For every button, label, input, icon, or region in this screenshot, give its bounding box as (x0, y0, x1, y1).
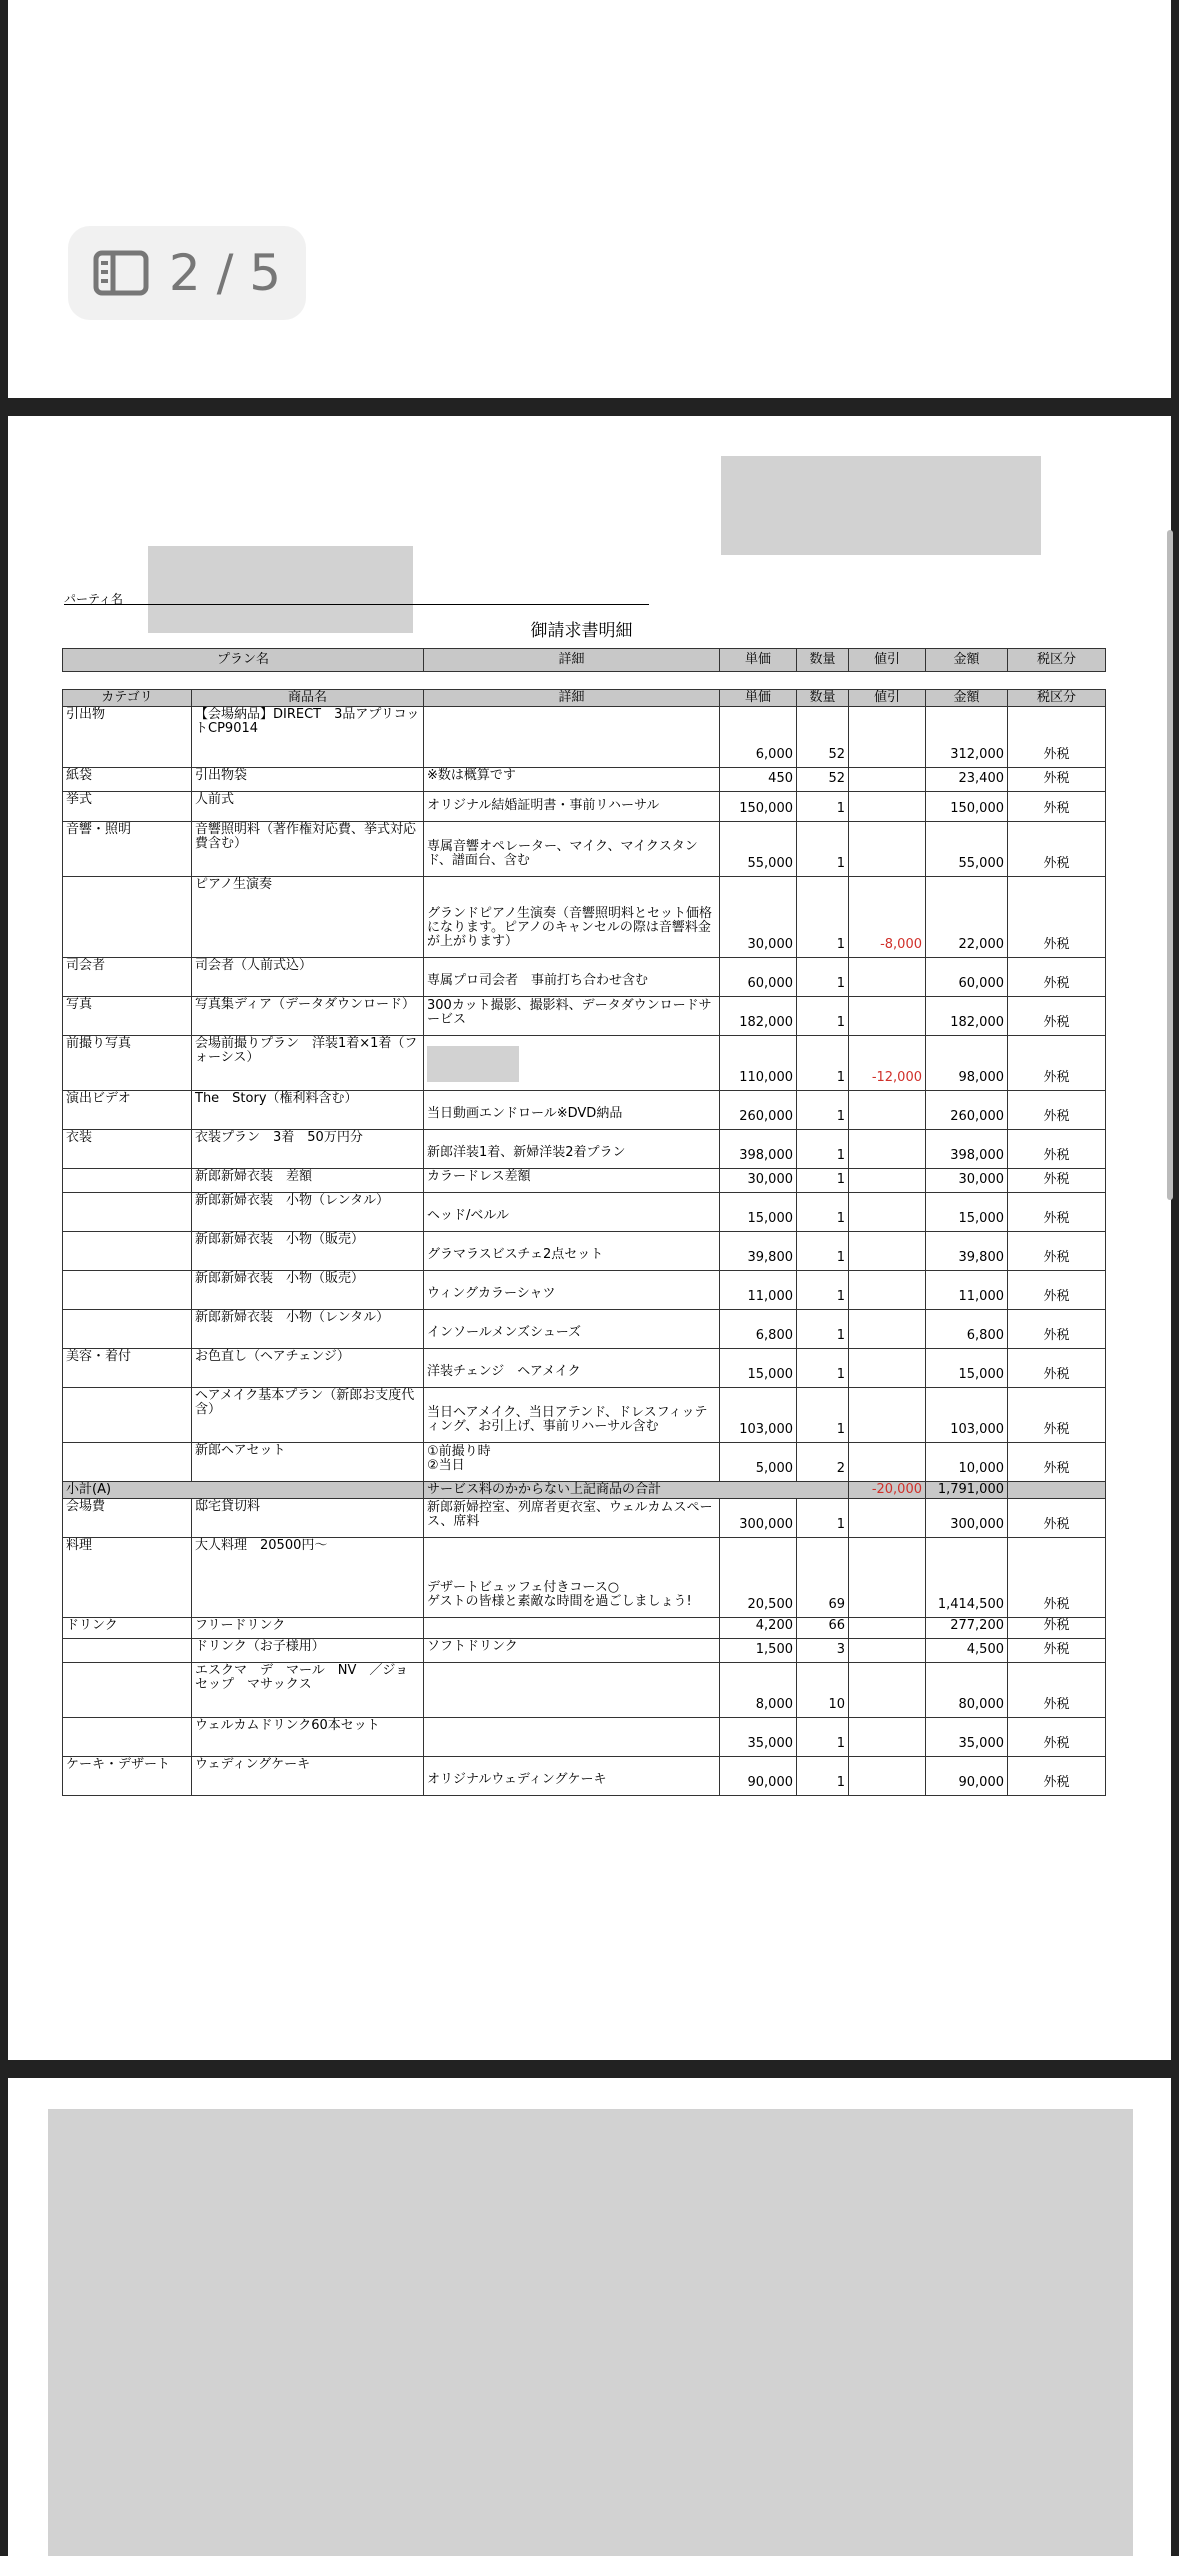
unit-price-cell: 15,000 (720, 1349, 797, 1388)
unit-price-cell: 30,000 (720, 877, 797, 958)
category-cell (63, 1443, 192, 1482)
redacted-page-content (48, 2109, 1133, 2556)
amount-cell: 15,000 (926, 1193, 1008, 1232)
unit-price-cell: 30,000 (720, 1169, 797, 1193)
discount-cell (849, 1232, 926, 1271)
table-row (63, 1169, 1106, 1193)
category-cell (63, 1169, 192, 1193)
quantity-cell: 1 (797, 1193, 849, 1232)
table-row (63, 1193, 1106, 1232)
discount-cell (849, 1718, 926, 1757)
tax-type-cell: 外税 (1008, 1538, 1106, 1618)
table-row (63, 1718, 1106, 1757)
quantity-cell: 1 (797, 997, 849, 1036)
table-row (63, 1663, 1106, 1718)
tax-type-cell: 外税 (1008, 877, 1106, 958)
unit-price-cell: 150,000 (720, 792, 797, 822)
tax-type-cell: 外税 (1008, 1499, 1106, 1538)
amount-cell: 90,000 (926, 1757, 1008, 1796)
amount-cell: 15,000 (926, 1349, 1008, 1388)
item-name-cell: ドリンク（お子様用） (192, 1639, 424, 1663)
amount-cell: 39,800 (926, 1232, 1008, 1271)
column-header-6: 金額 (926, 690, 1008, 707)
quantity-cell: 1 (797, 1091, 849, 1130)
scrollbar[interactable] (1167, 530, 1173, 1200)
table-row (63, 822, 1106, 877)
quantity-cell: 1 (797, 1718, 849, 1757)
item-name-cell: 新郎ヘアセット (192, 1443, 424, 1482)
discount-cell (849, 1169, 926, 1193)
unit-price-cell: 300,000 (720, 1499, 797, 1538)
unit-price-cell: 90,000 (720, 1757, 797, 1796)
category-cell: 前撮り写真 (63, 1036, 192, 1091)
category-cell: 司会者 (63, 958, 192, 997)
column-header-1: 商品名 (192, 690, 424, 707)
quantity-cell: 3 (797, 1639, 849, 1663)
quantity-cell: 1 (797, 822, 849, 877)
category-cell: 引出物 (63, 707, 192, 768)
discount-cell (849, 1538, 926, 1618)
quantity-cell: 1 (797, 1388, 849, 1443)
amount-cell: 398,000 (926, 1130, 1008, 1169)
tax-type-cell: 外税 (1008, 1718, 1106, 1757)
plan-header-table (62, 648, 1106, 672)
item-name-cell: 大人料理 20500円～ (192, 1538, 424, 1618)
discount-cell (849, 1091, 926, 1130)
unit-price-cell: 60,000 (720, 958, 797, 997)
discount-cell (849, 1193, 926, 1232)
detail-cell: 当日ヘアメイク、当日アテンド、ドレスフィッティング、お引上げ、事前リハーサル含む (424, 1388, 720, 1443)
unit-price-cell: 35,000 (720, 1718, 797, 1757)
table-row (63, 1538, 1106, 1618)
item-name-cell: エスクマ デ マール NV ／ジョセップ マサックス (192, 1663, 424, 1718)
quantity-cell: 1 (797, 877, 849, 958)
detail-cell: インソールメンズシューズ (424, 1310, 720, 1349)
unit-price-cell: 4,200 (720, 1618, 797, 1639)
unit-price-cell: 6,800 (720, 1310, 797, 1349)
column-header-5: 値引 (849, 690, 926, 707)
item-name-cell: お色直し（ヘアチェンジ） (192, 1349, 424, 1388)
item-name-cell: 新郎新婦衣装 小物（販売） (192, 1232, 424, 1271)
detail-cell: ヘッド/ベルル (424, 1193, 720, 1232)
detail-cell: ※数は概算です (424, 768, 720, 792)
item-name-cell: 新郎新婦衣装 小物（販売） (192, 1271, 424, 1310)
unit-price-cell: 260,000 (720, 1091, 797, 1130)
item-name-cell: 新郎新婦衣装 小物（レンタル） (192, 1193, 424, 1232)
amount-cell: 23,400 (926, 768, 1008, 792)
amount-cell: 6,800 (926, 1310, 1008, 1349)
quantity-cell: 69 (797, 1538, 849, 1618)
quantity-cell: 52 (797, 768, 849, 792)
amount-cell: 150,000 (926, 792, 1008, 822)
table-row (63, 1091, 1106, 1130)
tax-type-cell: 外税 (1008, 1232, 1106, 1271)
quantity-cell: 10 (797, 1663, 849, 1718)
column-header-2: 詳細 (424, 690, 720, 707)
amount-cell: 80,000 (926, 1663, 1008, 1718)
table-row (63, 1757, 1106, 1796)
tax-type-cell: 外税 (1008, 1193, 1106, 1232)
detail-cell: グラマラスビスチェ2点セット (424, 1232, 720, 1271)
category-cell (63, 877, 192, 958)
detail-cell: オリジナルウェディングケーキ (424, 1757, 720, 1796)
item-name-cell: 司会者（人前式込） (192, 958, 424, 997)
amount-cell: 35,000 (926, 1718, 1008, 1757)
unit-price-cell: 11,000 (720, 1271, 797, 1310)
item-name-cell: 新郎新婦衣装 小物（レンタル） (192, 1310, 424, 1349)
tax-type-cell: 外税 (1008, 1639, 1106, 1663)
detail-cell (424, 1718, 720, 1757)
table-row (63, 768, 1106, 792)
tax-type-cell: 外税 (1008, 1618, 1106, 1639)
tax-type-cell: 外税 (1008, 1130, 1106, 1169)
amount-cell: 1,414,500 (926, 1538, 1008, 1618)
amount-cell: 103,000 (926, 1388, 1008, 1443)
category-cell (63, 1718, 192, 1757)
unit-price-cell: 15,000 (720, 1193, 797, 1232)
table-row (63, 1271, 1106, 1310)
quantity-cell: 1 (797, 1349, 849, 1388)
discount-cell (849, 958, 926, 997)
tax-type-cell: 外税 (1008, 792, 1106, 822)
header-col-3: 数量 (797, 649, 849, 672)
item-name-cell: 音響照明料（著作権対応費、挙式対応費含む） (192, 822, 424, 877)
item-name-cell: 人前式 (192, 792, 424, 822)
item-name-cell: ウェディングケーキ (192, 1757, 424, 1796)
subtotal-discount: -20,000 (849, 1482, 926, 1499)
header-col-2: 単価 (720, 649, 797, 672)
discount-cell (849, 1349, 926, 1388)
header-col-1: 詳細 (424, 649, 720, 672)
category-cell (63, 1639, 192, 1663)
table-row (63, 792, 1106, 822)
unit-price-cell: 182,000 (720, 997, 797, 1036)
table-row (63, 1349, 1106, 1388)
quantity-cell: 1 (797, 1310, 849, 1349)
amount-cell: 60,000 (926, 958, 1008, 997)
table-row (63, 1232, 1106, 1271)
item-name-cell: ヘアメイク基本プラン（新郎お支度代含） (192, 1388, 424, 1443)
amount-cell: 10,000 (926, 1443, 1008, 1482)
category-cell (63, 1193, 192, 1232)
tax-type-cell: 外税 (1008, 997, 1106, 1036)
discount-cell (849, 768, 926, 792)
category-cell (63, 1271, 192, 1310)
page-counter-text: 2 / 5 (168, 244, 282, 302)
discount-cell (849, 822, 926, 877)
document-title: 御請求書明細 (530, 621, 633, 641)
tax-type-cell: 外税 (1008, 1443, 1106, 1482)
table-row (63, 1388, 1106, 1443)
unit-price-cell: 55,000 (720, 822, 797, 877)
quantity-cell: 1 (797, 1232, 849, 1271)
detail-cell (424, 1618, 720, 1639)
redacted-block (721, 456, 1041, 555)
amount-cell: 277,200 (926, 1618, 1008, 1639)
category-cell (63, 1388, 192, 1443)
detail-cell: カラードレス差額 (424, 1169, 720, 1193)
discount-cell (849, 1310, 926, 1349)
item-name-cell: 衣装プラン 3着 50万円分 (192, 1130, 424, 1169)
detail-cell: ソフトドリンク (424, 1639, 720, 1663)
item-name-cell: 引出物袋 (192, 768, 424, 792)
tax-type-cell: 外税 (1008, 1757, 1106, 1796)
detail-cell: グランドピアノ生演奏（音響照明料とセット価格になります。ピアノのキャンセルの際は音響料金が上がります） (424, 877, 720, 958)
subtotal-tax (1008, 1482, 1106, 1499)
category-cell: 紙袋 (63, 768, 192, 792)
category-cell (63, 1232, 192, 1271)
party-name-label: パーティ名 (64, 592, 124, 606)
document-page-3 (8, 2078, 1171, 2556)
discount-cell (849, 1271, 926, 1310)
table-row (63, 997, 1106, 1036)
tax-type-cell: 外税 (1008, 1036, 1106, 1091)
detail-cell: ウィングカラーシャツ (424, 1271, 720, 1310)
unit-price-cell: 103,000 (720, 1388, 797, 1443)
tax-type-cell: 外税 (1008, 1271, 1106, 1310)
detail-cell (424, 1663, 720, 1718)
category-cell (63, 1663, 192, 1718)
discount-cell (849, 1388, 926, 1443)
category-cell: 美容・着付 (63, 1349, 192, 1388)
table-row (63, 1130, 1106, 1169)
table-row (63, 707, 1106, 768)
subtotal-label: 小計(A) (63, 1482, 424, 1499)
discount-cell (849, 1443, 926, 1482)
category-cell: 演出ビデオ (63, 1091, 192, 1130)
table-row (63, 958, 1106, 997)
unit-price-cell: 39,800 (720, 1232, 797, 1271)
detail-cell (424, 1036, 720, 1091)
amount-cell: 312,000 (926, 707, 1008, 768)
amount-cell: 22,000 (926, 877, 1008, 958)
category-cell: 衣装 (63, 1130, 192, 1169)
unit-price-cell: 450 (720, 768, 797, 792)
discount-cell (849, 707, 926, 768)
discount-cell (849, 1130, 926, 1169)
party-name-underline (64, 604, 649, 605)
table-row (63, 877, 1106, 958)
unit-price-cell: 6,000 (720, 707, 797, 768)
redacted-detail (427, 1046, 519, 1082)
discount-cell (849, 1639, 926, 1663)
header-col-0: プラン名 (63, 649, 424, 672)
item-name-cell: 写真集ディア（データダウンロード） (192, 997, 424, 1036)
detail-cell: オリジナル結婚証明書・事前リハーサル (424, 792, 720, 822)
table-row (63, 1618, 1106, 1639)
discount-cell: -8,000 (849, 877, 926, 958)
invoice-detail-table (62, 689, 1106, 1796)
unit-price-cell: 8,000 (720, 1663, 797, 1718)
detail-cell: デザートビュッフェ付きコース○ ゲストの皆様と素敵な時間を過ごしましょう! (424, 1538, 720, 1618)
tax-type-cell: 外税 (1008, 1169, 1106, 1193)
item-name-cell: 新郎新婦衣装 差額 (192, 1169, 424, 1193)
table-row (63, 1310, 1106, 1349)
amount-cell: 300,000 (926, 1499, 1008, 1538)
category-cell: 料理 (63, 1538, 192, 1618)
detail-cell (424, 707, 720, 768)
category-cell: 会場費 (63, 1499, 192, 1538)
tax-type-cell: 外税 (1008, 1091, 1106, 1130)
category-cell: 挙式 (63, 792, 192, 822)
item-name-cell: フリードリンク (192, 1618, 424, 1639)
header-col-6: 税区分 (1008, 649, 1106, 672)
detail-cell: 専属プロ司会者 事前打ち合わせ含む (424, 958, 720, 997)
amount-cell: 182,000 (926, 997, 1008, 1036)
subtotal-row (63, 1482, 1106, 1499)
unit-price-cell: 398,000 (720, 1130, 797, 1169)
item-name-cell: ウェルカムドリンク60本セット (192, 1718, 424, 1757)
quantity-cell: 1 (797, 792, 849, 822)
quantity-cell: 66 (797, 1618, 849, 1639)
column-header-7: 税区分 (1008, 690, 1106, 707)
quantity-cell: 1 (797, 1036, 849, 1091)
header-col-4: 値引 (849, 649, 926, 672)
item-name-cell: 【会場納品】DIRECT 3品アプリコットCP9014 (192, 707, 424, 768)
column-header-4: 数量 (797, 690, 849, 707)
quantity-cell: 1 (797, 1271, 849, 1310)
category-cell: 写真 (63, 997, 192, 1036)
detail-cell: 300カット撮影、撮影料、データダウンロードサービス (424, 997, 720, 1036)
tax-type-cell: 外税 (1008, 1310, 1106, 1349)
tax-type-cell: 外税 (1008, 1663, 1106, 1718)
detail-cell: 洋装チェンジ ヘアメイク (424, 1349, 720, 1388)
document-page-1 (8, 0, 1171, 398)
category-cell: ドリンク (63, 1618, 192, 1639)
column-header-0: カテゴリ (63, 690, 192, 707)
tax-type-cell: 外税 (1008, 822, 1106, 877)
table-row (63, 1443, 1106, 1482)
column-header-3: 単価 (720, 690, 797, 707)
table-row (63, 1036, 1106, 1091)
unit-price-cell: 5,000 (720, 1443, 797, 1482)
discount-cell (849, 792, 926, 822)
discount-cell (849, 1663, 926, 1718)
tax-type-cell: 外税 (1008, 1388, 1106, 1443)
detail-cell: 当日動画エンドロール※DVD納品 (424, 1091, 720, 1130)
category-cell: 音響・照明 (63, 822, 192, 877)
amount-cell: 55,000 (926, 822, 1008, 877)
quantity-cell: 52 (797, 707, 849, 768)
quantity-cell: 1 (797, 958, 849, 997)
amount-cell: 260,000 (926, 1091, 1008, 1130)
amount-cell: 98,000 (926, 1036, 1008, 1091)
detail-cell: 新郎洋装1着、新婦洋装2着プラン (424, 1130, 720, 1169)
amount-cell: 4,500 (926, 1639, 1008, 1663)
quantity-cell: 1 (797, 1499, 849, 1538)
amount-cell: 30,000 (926, 1169, 1008, 1193)
tax-type-cell: 外税 (1008, 768, 1106, 792)
discount-cell (849, 1757, 926, 1796)
quantity-cell: 2 (797, 1443, 849, 1482)
unit-price-cell: 20,500 (720, 1538, 797, 1618)
tax-type-cell: 外税 (1008, 958, 1106, 997)
item-name-cell: The Story（権利料含む） (192, 1091, 424, 1130)
header-col-5: 金額 (926, 649, 1008, 672)
item-name-cell: ピアノ生演奏 (192, 877, 424, 958)
detail-cell: ①前撮り時 ②当日 (424, 1443, 720, 1482)
category-cell: ケーキ・デザート (63, 1757, 192, 1796)
amount-cell: 11,000 (926, 1271, 1008, 1310)
discount-cell: -12,000 (849, 1036, 926, 1091)
discount-cell (849, 997, 926, 1036)
unit-price-cell: 110,000 (720, 1036, 797, 1091)
item-name-cell: 邸宅貸切料 (192, 1499, 424, 1538)
detail-cell: 新郎新婦控室、列席者更衣室、ウェルカムスペース、席料 (424, 1499, 720, 1538)
quantity-cell: 1 (797, 1130, 849, 1169)
page-counter[interactable] (68, 226, 306, 320)
quantity-cell: 1 (797, 1757, 849, 1796)
tax-type-cell: 外税 (1008, 1349, 1106, 1388)
pages-sidebar-icon (93, 250, 149, 296)
discount-cell (849, 1618, 926, 1639)
detail-cell: 専属音響オペレーター、マイク、マイクスタンド、譜面台、含む (424, 822, 720, 877)
category-cell (63, 1310, 192, 1349)
item-name-cell: 会場前撮りプラン 洋装1着×1着（フォーシス） (192, 1036, 424, 1091)
subtotal-detail: サービス料のかからない上記商品の合計 (424, 1482, 849, 1499)
quantity-cell: 1 (797, 1169, 849, 1193)
unit-price-cell: 1,500 (720, 1639, 797, 1663)
table-row (63, 1499, 1106, 1538)
tax-type-cell: 外税 (1008, 707, 1106, 768)
table-row (63, 1639, 1106, 1663)
subtotal-amount: 1,791,000 (926, 1482, 1008, 1499)
discount-cell (849, 1499, 926, 1538)
